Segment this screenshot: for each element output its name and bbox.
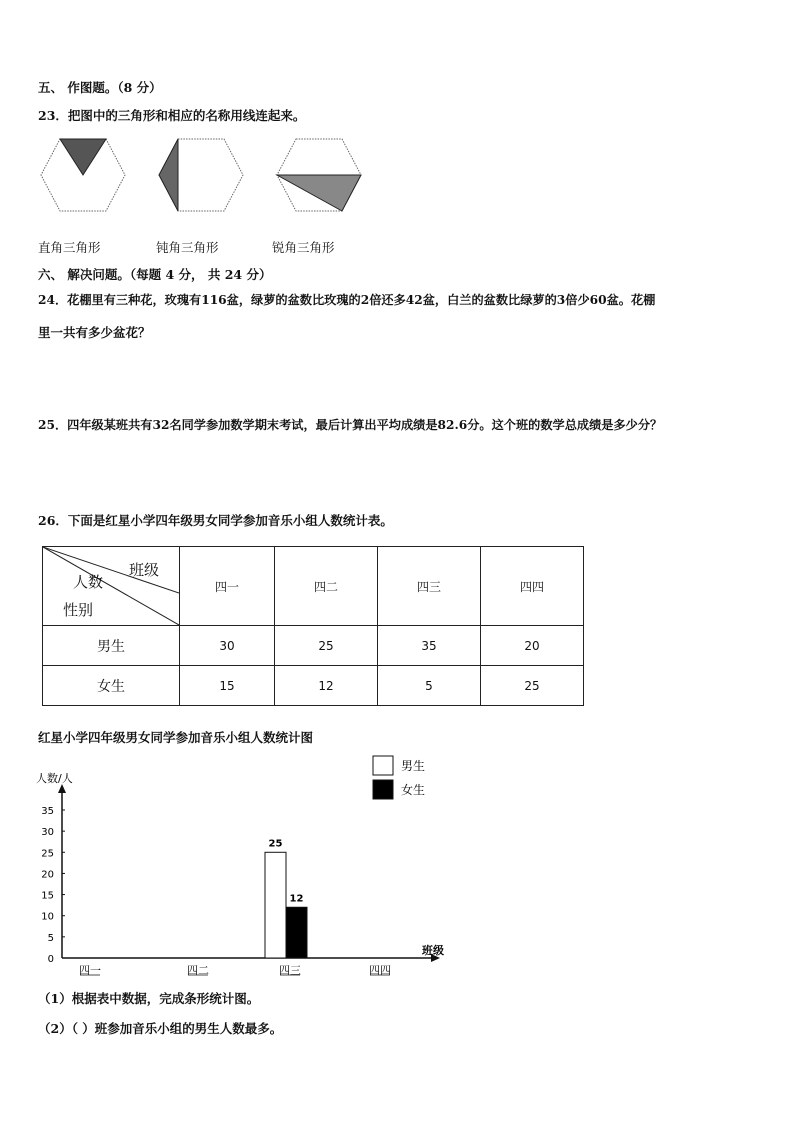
question-25-text: 25．四年级某班共有32名同学参加数学期末考试，最后计算出平均成绩是82.6分。这个班的数学总成绩是多少分？ [38,418,663,432]
x-tick-label: 四一 [79,964,101,977]
header-gender-label: 性别 [63,601,94,619]
name-right-triangle: 直角三角形 [38,240,101,255]
legend-label: 男生 [401,759,426,773]
y-tick-label: 0 [47,954,54,965]
table-cell: 25 [275,626,378,666]
row-label: 男生 [43,626,180,666]
legend-label: 女生 [401,783,426,797]
hexagon-figure-3 [274,136,364,214]
question-26-text: 26．下面是红星小学四年级男女同学参加音乐小组人数统计表。 [38,513,393,528]
x-tick-label: 四四 [369,964,391,977]
table-cell: 12 [275,666,378,706]
bar-data-label: 12 [289,893,304,905]
table-row [43,666,584,706]
table-row [43,626,584,666]
row-label: 女生 [43,666,180,706]
x-tick-label: 四二 [187,964,209,977]
y-tick-label: 10 [41,911,54,923]
x-axis-label: 班级 [422,944,444,957]
diagonal-header-cell [43,547,180,626]
question-23-text: 23．把图中的三角形和相应的名称用线连起来。 [38,108,306,123]
bar-chart [30,752,460,984]
y-axis-label: 人数/人 [36,772,73,785]
y-tick-label: 5 [47,932,54,944]
y-tick-label: 15 [41,890,54,902]
section-5-title: 五、 作图题。（8 分） [38,80,162,95]
question-24-line1: 24．花棚里有三种花，玫瑰有116盆，绿萝的盆数比玫瑰的2倍还多42盆，白兰的盆数比绿萝的3倍少60盆。花棚 [38,293,656,307]
y-tick-label: 30 [41,827,54,839]
question-24-line2: 里一共有多少盆花？ [38,325,151,340]
bar-female [286,907,307,958]
y-tick-label: 25 [41,848,54,860]
stats-table [42,546,584,706]
table-cell: 5 [378,666,481,706]
table-cell: 20 [481,626,584,666]
hexagon-figure-2 [156,136,246,214]
column-header: 四四 [481,547,584,626]
y-axis-arrow [58,784,66,793]
hexagon-figure-1 [38,136,128,214]
bar-male [265,852,286,958]
name-acute-triangle: 锐角三角形 [272,240,335,255]
column-header: 四一 [180,547,275,626]
header-class-label: 班级 [129,561,160,579]
column-header: 四二 [275,547,378,626]
y-tick-label: 20 [41,869,54,881]
question-26-sub2: （2）（ ）班参加音乐小组的男生人数最多。 [38,1021,283,1036]
x-tick-label: 四三 [279,964,301,977]
question-26-sub1: （1）根据表中数据，完成条形统计图。 [38,991,260,1006]
table-cell: 25 [481,666,584,706]
table-cell: 30 [180,626,275,666]
legend-swatch [373,756,393,775]
name-obtuse-triangle: 钝角三角形 [156,240,219,255]
bar-data-label: 25 [268,838,283,850]
header-count-label: 人数 [73,573,104,591]
legend-swatch [373,780,393,799]
table-cell: 15 [180,666,275,706]
y-tick-label: 35 [41,806,54,817]
column-header: 四三 [378,547,481,626]
chart-title: 红星小学四年级男女同学参加音乐小组人数统计图 [38,730,314,745]
table-cell: 35 [378,626,481,666]
section-6-title: 六、 解决问题。（每题 4 分， 共 24 分） [38,267,272,282]
